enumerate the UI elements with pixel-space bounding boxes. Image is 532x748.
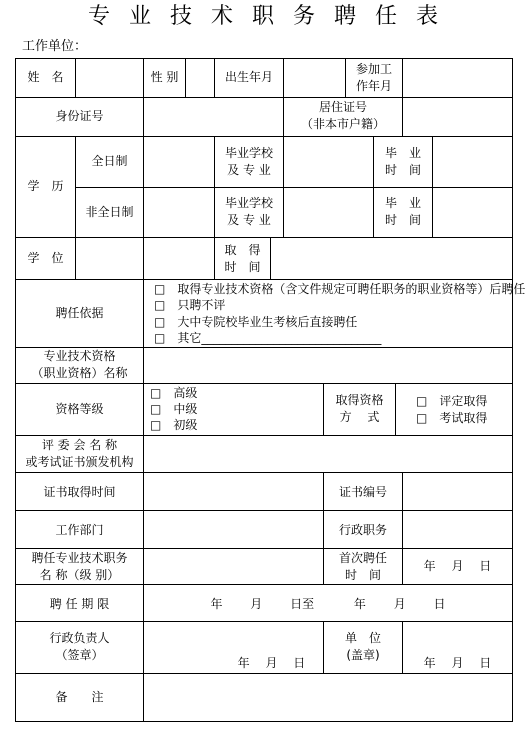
basis-option-other[interactable]: □ 其它______________________________ bbox=[154, 331, 382, 345]
work-start-field[interactable] bbox=[403, 59, 512, 97]
first-hire-label: 首次聘任 时 间 bbox=[338, 551, 387, 582]
gender-field[interactable] bbox=[186, 59, 214, 97]
remark-label: 备 注 bbox=[55, 690, 104, 704]
parttime-grad-time-label: 毕 业 时 间 bbox=[384, 196, 421, 227]
basis-option-hire-only[interactable]: □ 只聘不评 bbox=[154, 298, 226, 312]
grade-mid[interactable]: □ 中级 bbox=[150, 402, 198, 416]
first-hire-date: 年 月 日 bbox=[423, 559, 492, 573]
basis-option-qualification[interactable]: □ 取得专业技术资格（含文件规定可聘任职务的职业资格等）后聘任 bbox=[154, 282, 526, 296]
work-unit-label: 工作单位： bbox=[22, 39, 88, 54]
grade-label: 资格等级 bbox=[55, 402, 104, 416]
name-label: 姓 名 bbox=[27, 70, 64, 84]
admin-post-label: 行政职务 bbox=[338, 523, 387, 537]
degree-time-label: 取 得 时 间 bbox=[224, 243, 261, 274]
basis-label: 聘任依据 bbox=[55, 306, 104, 320]
parttime-school-label: 毕业学校 及 专 业 bbox=[224, 196, 273, 227]
id-field[interactable] bbox=[144, 98, 283, 136]
id-label: 身份证号 bbox=[55, 109, 104, 123]
unit-seal-label: 单 位 (盖章) bbox=[344, 631, 381, 662]
unit-seal-date: 年 月 日 bbox=[423, 656, 492, 670]
signatory-label: 行政负责人 （签章） bbox=[49, 631, 110, 662]
name-field[interactable] bbox=[76, 59, 143, 97]
cert-time-label: 证书取得时间 bbox=[43, 485, 116, 499]
grade-high[interactable]: □ 高级 bbox=[150, 386, 198, 400]
gender-label: 性 别 bbox=[150, 70, 179, 84]
method-assess[interactable]: □ 评定取得 bbox=[416, 394, 488, 408]
fulltime-grad-time-label: 毕 业 时 间 bbox=[384, 146, 421, 177]
fulltime-label: 全日制 bbox=[91, 154, 128, 168]
post-label: 聘任专业技术职务 名 称（级 别） bbox=[31, 551, 128, 582]
degree-label: 学 位 bbox=[27, 251, 64, 265]
period-label: 聘 任 期 限 bbox=[49, 597, 110, 611]
period-value: 年 月 日至 年 月 日 bbox=[210, 597, 446, 611]
remark-field[interactable] bbox=[144, 674, 512, 721]
grade-junior[interactable]: □ 初级 bbox=[150, 418, 198, 432]
birth-label: 出生年月 bbox=[224, 70, 273, 84]
method-exam[interactable]: □ 考试取得 bbox=[416, 411, 488, 425]
dept-label: 工作部门 bbox=[55, 523, 104, 537]
residence-label: 居住证号 （非本市户籍） bbox=[300, 100, 385, 131]
committee-label: 评 委 会 名 称 或考试证书颁发机构 bbox=[25, 438, 134, 469]
parttime-label: 非全日制 bbox=[85, 205, 134, 219]
fulltime-school-label: 毕业学校 及 专 业 bbox=[224, 146, 273, 177]
cert-number-label: 证书编号 bbox=[338, 485, 387, 499]
education-label: 学 历 bbox=[27, 179, 64, 193]
qualification-name-label: 专业技术资格 （职业资格）名称 bbox=[31, 349, 128, 380]
work-start-label: 参加工 作年月 bbox=[355, 62, 392, 93]
basis-option-graduate[interactable]: □ 大中专院校毕业生考核后直接聘任 bbox=[154, 315, 358, 329]
signatory-date: 年 月 日 bbox=[237, 656, 306, 670]
residence-field[interactable] bbox=[403, 98, 512, 136]
method-label: 取得资格 方 式 bbox=[335, 393, 384, 424]
birth-field[interactable] bbox=[284, 59, 345, 97]
form-title: 专 业 技 术 职 务 聘 任 表 bbox=[88, 4, 444, 29]
